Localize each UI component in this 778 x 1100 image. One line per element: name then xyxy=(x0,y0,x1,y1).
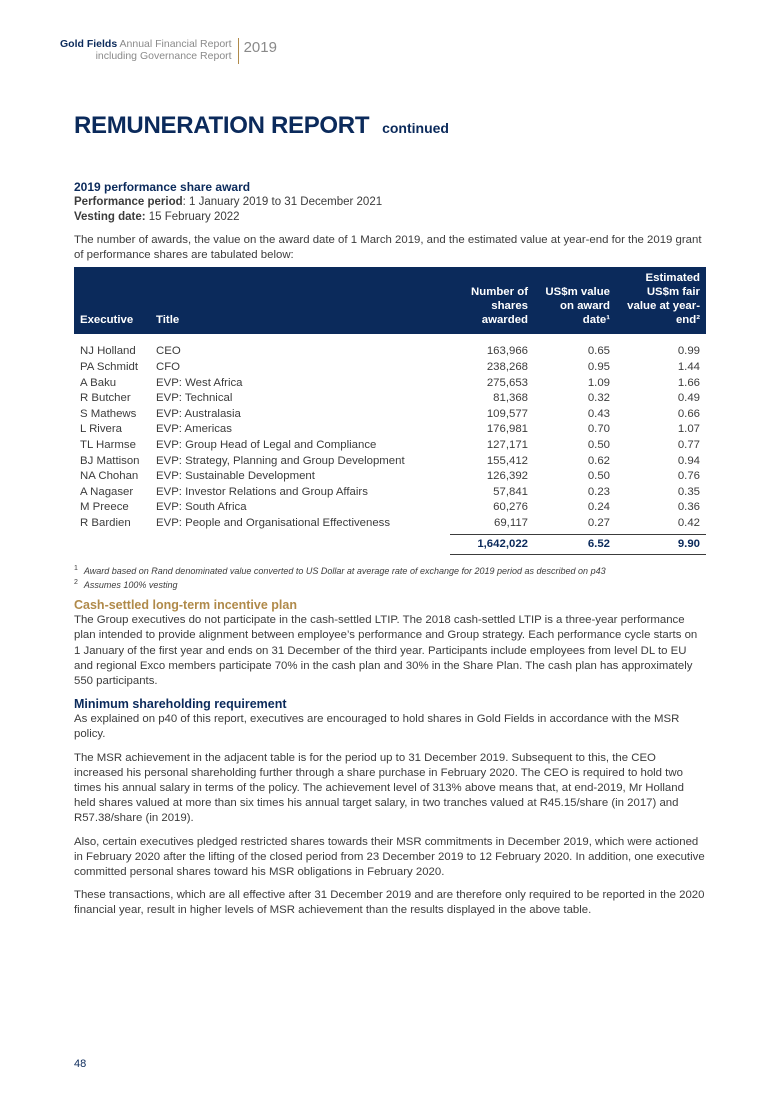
footnote xyxy=(74,563,706,577)
table-row xyxy=(74,500,706,516)
cell-executive: TL Harmse xyxy=(80,438,136,451)
cell-value-award: 0.27 xyxy=(587,516,610,529)
cell-title: EVP: Technical xyxy=(156,392,233,405)
cell-fair-value: 0.77 xyxy=(677,438,700,451)
cell-shares: 163,966 xyxy=(486,345,528,358)
msr-paragraph: Also, certain executives pledged restricted shares towards their MSR commitments in December 2019, which were actioned in February 2020 after the lifting of the closed period from 23 December 2019 to 12 February 2020. In addition, one executive committed personal shares toward his MSR obligations in February 2020. xyxy=(74,835,705,878)
report-year: 2019 xyxy=(243,39,277,56)
table-row xyxy=(74,469,706,485)
cell-value-award: 1.09 xyxy=(587,376,610,389)
footnote xyxy=(74,577,706,591)
footnote-mark: 1 xyxy=(74,565,78,573)
msr-paragraph: As explained on p40 of this report, executives are encouraged to hold shares in Gold Fields in accordance with the MSR policy. xyxy=(74,713,680,741)
cell-shares: 176,981 xyxy=(486,423,528,436)
cell-executive: R Butcher xyxy=(80,392,131,405)
cell-executive: L Rivera xyxy=(80,423,122,436)
table-row xyxy=(74,454,706,470)
table-row xyxy=(74,334,706,360)
cell-title: EVP: Americas xyxy=(156,423,232,436)
cell-executive: BJ Mattison xyxy=(80,454,140,467)
cell-executive: M Preece xyxy=(80,501,129,514)
cell-executive: R Bardien xyxy=(80,517,131,530)
table-row xyxy=(74,485,706,501)
performance-period xyxy=(74,195,706,210)
vesting-date-label: Vesting date: xyxy=(74,211,146,223)
page-title-sub: continued xyxy=(382,120,449,136)
cell-value-award: 0.43 xyxy=(587,407,610,420)
cell-fair-value: 0.76 xyxy=(677,470,700,483)
col-executive: Executive xyxy=(80,314,134,327)
cell-shares: 69,117 xyxy=(494,516,528,529)
cell-fair-value: 0.35 xyxy=(677,485,700,498)
cell-fair-value: 0.66 xyxy=(677,407,700,420)
footnotes xyxy=(74,563,706,591)
cell-title: CEO xyxy=(156,345,181,358)
cell-title: EVP: Australasia xyxy=(156,407,241,420)
col-fair-value: Estimated US$m fair value at year-end² xyxy=(627,272,700,327)
page-header xyxy=(60,38,277,64)
main-content xyxy=(74,180,706,919)
cell-title: EVP: West Africa xyxy=(156,376,243,389)
cell-title: EVP: Investor Relations and Group Affairs xyxy=(156,485,368,498)
cell-fair-value: 1.66 xyxy=(677,376,700,389)
award-intro: The number of awards, the value on the award date of 1 March 2019, and the estimated value at year-end for the 2019 grant of performance shares are tabulated below: xyxy=(74,234,702,262)
cell-value-award: 0.70 xyxy=(587,423,610,436)
table-header-row xyxy=(74,267,706,334)
cell-value-award: 0.50 xyxy=(587,438,610,451)
table-body xyxy=(74,334,706,554)
cell-value-award: 0.95 xyxy=(587,361,610,373)
table-row xyxy=(74,438,706,454)
cell-fair-value: 0.36 xyxy=(677,501,700,514)
cell-fair-value: 0.42 xyxy=(677,516,700,529)
cell-fair-value: 1.44 xyxy=(677,361,700,373)
report-title xyxy=(60,38,232,62)
cell-fair-value: 0.94 xyxy=(677,454,700,467)
table-row xyxy=(74,360,706,376)
msr-paragraph: These transactions, which are all effective after 31 December 2019 and are therefore only required to be reported in the 2020 financial year, result in higher levels of MSR achievement than the results displayed in the above table. xyxy=(74,889,705,917)
cell-executive: S Mathews xyxy=(80,407,137,420)
cell-value-award: 0.32 xyxy=(587,392,610,405)
table-total-row xyxy=(74,534,706,555)
cell-value-award: 0.62 xyxy=(587,454,610,467)
cell-shares: 57,841 xyxy=(493,485,528,498)
cell-title: EVP: Sustainable Development xyxy=(156,470,315,483)
table-row xyxy=(74,376,706,392)
msr-paragraph: The MSR achievement in the adjacent table is for the period up to 31 December 2019. Subsequent to this, the CEO increased his personal shareholding further through a share purchase in February 2020. The CEO is required to hold two times his annual salary in terms of the policy. The achievement level of 313% above means that, at end-2019, Mr Holland held shares valued at more than six times his annual target salary, in two tranches valued at R45.15/share (in 2017) and R57.38/share (in 2019). xyxy=(74,751,684,825)
brand-name: Gold Fields xyxy=(60,38,118,50)
table-row xyxy=(74,422,706,438)
cash-settled-body: The Group executives do not participate in the cash-settled LTIP. The 2018 cash-settled LTIP is a three-year performance plan intended to provide alignment between employee’s performance and Group strategy. Each performance cycle starts on 1 January of the first year and ends on 31 December of the third year. Participants include employees from level DL to EU and regional Exco members participate 70% in the cash plan and 30% in the Share Plan. The cash plan has approximately 550 participants. xyxy=(74,614,698,687)
cell-title: EVP: Strategy, Planning and Group Development xyxy=(156,454,405,467)
cell-fair-value: 0.99 xyxy=(677,345,700,358)
report-line-1: Annual Financial Report xyxy=(117,38,232,50)
table-row xyxy=(74,516,706,534)
report-line-2: including Governance Report xyxy=(95,50,232,62)
col-title: Title xyxy=(156,314,180,327)
performance-period-value: : 1 January 2019 to 31 December 2021 xyxy=(182,196,383,208)
table-row xyxy=(74,391,706,407)
cell-title: EVP: Group Head of Legal and Compliance xyxy=(156,438,377,451)
cell-shares: 238,268 xyxy=(486,361,528,373)
cell-executive: NJ Holland xyxy=(80,345,136,358)
total-value-award: 6.52 xyxy=(534,534,616,555)
cell-shares: 127,171 xyxy=(486,438,528,451)
cell-shares: 275,653 xyxy=(486,376,528,389)
cell-value-award: 0.24 xyxy=(587,501,610,514)
cell-value-award: 0.23 xyxy=(587,485,610,498)
cell-executive: A Baku xyxy=(80,376,117,389)
cell-title: EVP: People and Organisational Effectiveness xyxy=(156,517,391,530)
cell-title: CFO xyxy=(156,361,181,373)
col-value-award: US$m value on award date¹ xyxy=(545,286,610,327)
total-fair-value: 9.90 xyxy=(616,534,706,555)
header-divider xyxy=(238,38,239,64)
performance-period-label: Performance period xyxy=(74,196,183,208)
table-row xyxy=(74,407,706,423)
cash-settled-heading: Cash-settled long-term incentive plan xyxy=(74,598,297,613)
cell-value-award: 0.65 xyxy=(587,345,610,358)
cell-title: EVP: South Africa xyxy=(156,501,247,514)
cell-shares: 126,392 xyxy=(486,470,528,483)
cell-executive: A Nagaser xyxy=(80,485,134,498)
page-title-main: REMUNERATION REPORT xyxy=(74,112,370,139)
cell-executive: NA Chohan xyxy=(80,470,139,483)
cell-shares: 109,577 xyxy=(486,407,528,420)
cell-executive: PA Schmidt xyxy=(80,361,139,373)
cell-shares: 155,412 xyxy=(486,454,528,467)
vesting-date xyxy=(74,210,706,225)
page-title xyxy=(74,104,449,141)
msr-heading: Minimum shareholding requirement xyxy=(74,697,287,712)
cell-shares: 81,368 xyxy=(493,392,528,405)
footnote-mark: 2 xyxy=(74,579,78,587)
total-shares: 1,642,022 xyxy=(450,534,534,555)
page-number: 48 xyxy=(74,1058,87,1070)
footnote-text: Assumes 100% vesting xyxy=(83,580,178,591)
cell-value-award: 0.50 xyxy=(587,470,610,483)
cell-shares: 60,276 xyxy=(493,501,528,514)
award-heading: 2019 performance share award xyxy=(74,180,251,194)
cell-fair-value: 1.07 xyxy=(677,423,700,436)
footnote-text: Award based on Rand denominated value converted to US Dollar at average rate of exchange for 2019 period as described on p43 xyxy=(83,566,606,577)
col-shares: Number of shares awarded xyxy=(471,286,528,327)
total-spacer xyxy=(74,534,450,555)
vesting-date-value: 15 February 2022 xyxy=(145,211,240,223)
cell-fair-value: 0.49 xyxy=(677,392,700,405)
performance-share-table xyxy=(74,267,706,555)
